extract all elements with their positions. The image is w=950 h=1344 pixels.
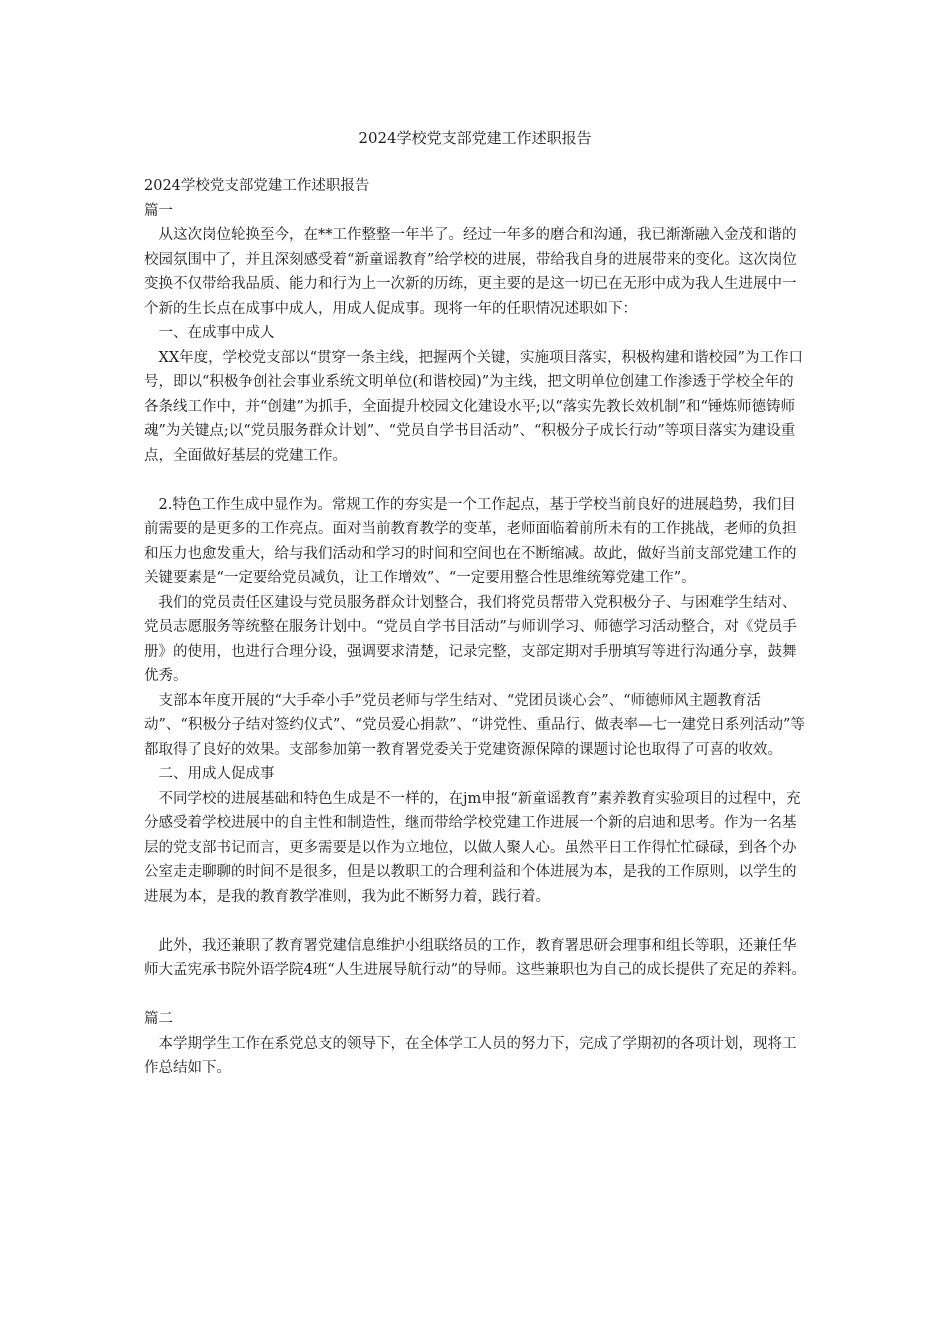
section-heading-two: 二、用成人促成事 — [158, 766, 275, 782]
paragraph-intro: 从这次岗位轮换至今，在**工作整整一年半了。经过一年多的磨合和沟通，我已渐渐融入金茂和谐的校园氛围中了，并且深刻感受着“新童谣教育”给学校的进展，带给我自身的进展带来的变化。这次岗位变换不仅带给我品质、能力和行为上一次新的历练，更主要的是这一切已在无形中成为我人生进展中一个新的生长点在成事中成人，用成人促成事。现将一年的任职情况述职如下： — [144, 227, 797, 317]
blank-line — [144, 983, 808, 1008]
paragraph-featured-work: 2.特色工作生成中显作为。常规工作的夯实是一个工作起点，基于学校当前良好的进展趋势，我们目前需要的是更多的工作亮点。面对当前教育教学的变革，老师面临着前所未有的工作挑战，老师的负担和压力也愈发重大，给与我们活动和学习的时间和空间也在不断缩减。故此，做好当前支部党建工作的关键要素是“一定要给党员减负，让工作增效”、“一定要用整合性思维统筹党建工作”。 — [144, 496, 797, 586]
paragraph-part-time-roles: 此外，我还兼职了教育署党建信息维护小组联络员的工作，教育署思研会理事和组长等职，还兼任华师大孟宪承书院外语学院4班“人生进展导航行动”的导师。这些兼职也为自己的成长提供了充足的养料。 — [144, 937, 807, 978]
document-subtitle: 2024学校党支部党建工作述职报告 — [144, 178, 370, 194]
blank-line — [144, 468, 808, 493]
section-heading-one: 一、在成事中成人 — [158, 325, 275, 341]
part-two-label: 篇二 — [144, 1011, 173, 1027]
blank-line — [144, 909, 808, 934]
paragraph-development: 不同学校的进展基础和特色生成是不一样的，在jm申报“新童谣教育”素养教育实验项目的过程中，充分感受着学校进展中的自主性和制造性，继而带给学校党建工作进展一个新的启迪和思考。作为一名基层的党支部书记而言，更多需要是以作为立地位，以做人聚人心。虽然平日工作得忙忙碌碌，到各个办公室走走聊聊的时间不是很多，但是以教职工的合理利益和个体进展为本，是我的工作原则，以学生的进展为本，是我的教育教学准则，我为此不断努力着，践行着。 — [144, 790, 801, 905]
document-body — [144, 174, 808, 1081]
paragraph-activities: 支部本年度开展的“大手牵小手”党员老师与学生结对、“党团员谈心会”、“师德师风主题教育活动”、“积极分子结对签约仪式”、“党员爱心捐款”、“讲党性、重品行、做表率—七一建党日系列活动”等都取得了良好的效果。支部参加第一教育署党委关于党建资源保障的课题讨论也取得了可喜的收效。 — [144, 692, 805, 758]
paragraph-student-work: 本学期学生工作在系党总支的领导下，在全体学工人员的努力下，完成了学期初的各项计划，现将工作总结如下。 — [144, 1035, 797, 1076]
document-title: 2024学校党支部党建工作述职报告 — [358, 129, 592, 147]
part-one-label: 篇一 — [144, 202, 173, 219]
paragraph-annual-work: XX年度，学校党支部以“贯穿一条主线，把握两个关键，实施项目落实，积极构建和谐校园”为工作口号，即以“积极争创社会事业系统文明单位(和谐校园)”为主线，把文明单位创建工作渗透于学校全年的各条线工作中，并“创建”为抓手，全面提升校园文化建设水平;以“落实先教长效机制”和“锤炼师德铸师魂”为关键点;以“党员服务群众计划”、“党员自学书目活动”、“积极分子成长行动”等项目落实为建设重点，全面做好基层的党建工作。 — [144, 349, 803, 464]
paragraph-service-integration: 我们的党员责任区建设与党员服务群众计划整合，我们将党员帮带入党积极分子、与困难学生结对、党员志愿服务等统整在服务计划中。“党员自学书目活动”与师训学习、师德学习活动整合，对《党员手册》的使用，也进行合理分设，强调要求清楚，记录完整，支部定期对手册填写等进行沟通分享，鼓舞优秀。 — [144, 594, 797, 684]
